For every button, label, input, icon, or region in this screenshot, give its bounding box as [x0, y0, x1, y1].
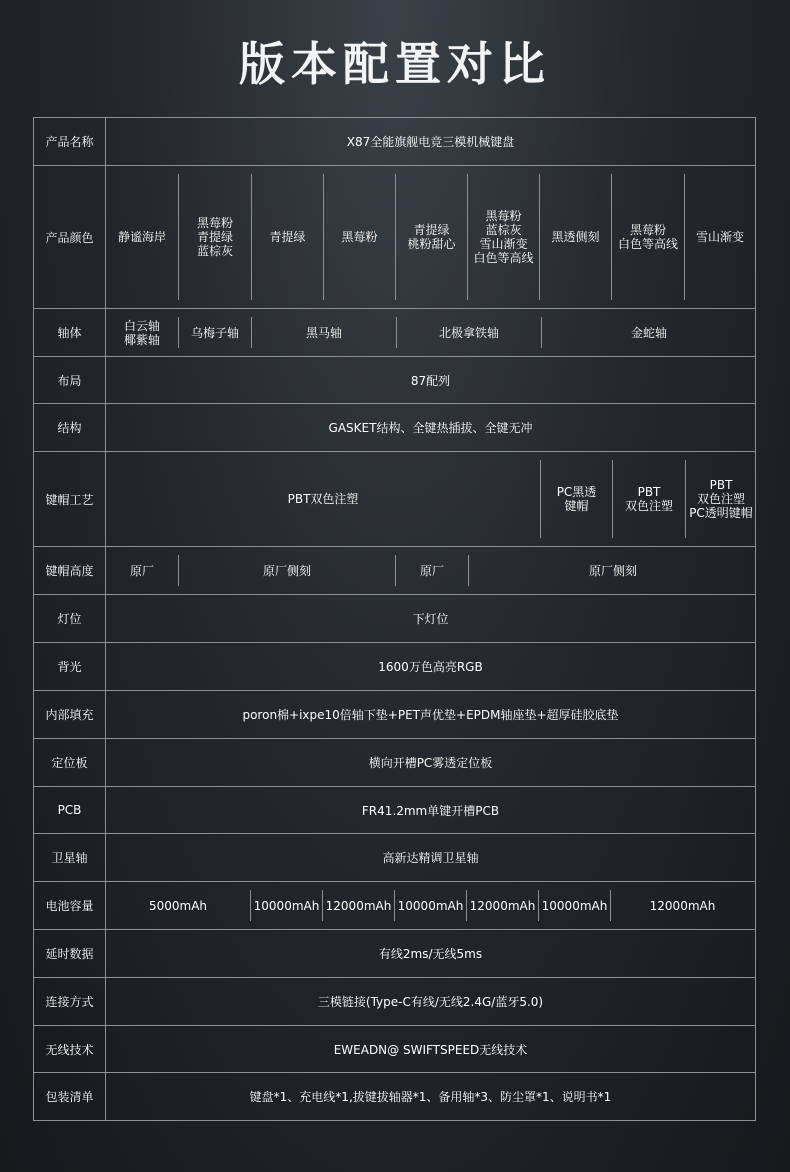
color-cell: 黑莓粉 蓝棕灰 雪山渐变 白色等高线 [473, 209, 534, 265]
row-wireless [34, 1026, 755, 1073]
color-cell: 黑莓粉 [341, 230, 378, 244]
row-battery [34, 882, 755, 930]
switch-cell: 北极拿铁轴 [438, 325, 499, 340]
battery-cell: 5000mAh [148, 898, 208, 913]
row-value: 键盘*1、充电线*1,拔键拔轴器*1、备用轴*3、防尘罩*1、说明书*1 [249, 1090, 612, 1104]
row-label: 定位板 [34, 739, 106, 786]
row-value: FR41.2mm单键开槽PCB [361, 803, 500, 818]
row-structure [34, 404, 755, 452]
color-cell: 黑莓粉 青提绿 蓝棕灰 [196, 216, 233, 258]
battery-cell: 12000mAh [469, 898, 536, 913]
keycap-height-cell: 原厂侧刻 [262, 563, 311, 578]
row-label: PCB [34, 787, 106, 833]
row-value: EWEADN@ SWIFTSPEED无线技术 [333, 1042, 528, 1057]
switch-cell: 乌梅子轴 [190, 325, 239, 340]
switch-cell: 白云轴 椰紫轴 [123, 318, 160, 347]
row-label: 连接方式 [34, 978, 106, 1025]
color-cell: 青提绿 [269, 230, 306, 244]
row-value: 横向开槽PC雾透定位板 [368, 756, 493, 770]
keycap-height-cell: 原厂 [419, 563, 444, 578]
row-label: 键帽高度 [34, 547, 106, 594]
row-value: GASKET结构、全键热插拔、全键无冲 [328, 421, 533, 435]
row-label: 延时数据 [34, 930, 106, 977]
row-label: 产品名称 [34, 118, 106, 165]
battery-cell: 10000mAh [253, 898, 320, 913]
switch-cell: 金蛇轴 [630, 325, 667, 340]
row-value: 有线2ms/无线5ms [378, 947, 483, 961]
row-label: 电池容量 [34, 882, 106, 929]
row-label: 键帽工艺 [34, 452, 106, 546]
row-keycap-height [34, 547, 755, 595]
battery-cell: 12000mAh [325, 898, 392, 913]
row-filling [34, 691, 755, 739]
switch-cell: 黑马轴 [305, 325, 342, 340]
row-label: 布局 [34, 357, 106, 403]
row-backlight [34, 643, 755, 691]
row-label: 内部填充 [34, 691, 106, 738]
row-label: 无线技术 [34, 1026, 106, 1072]
color-cell: 黑透侧刻 [551, 230, 600, 244]
row-label: 背光 [34, 643, 106, 690]
row-product-name [34, 118, 755, 166]
row-latency [34, 930, 755, 978]
row-value: 87配列 [410, 373, 451, 388]
color-cell: 雪山渐变 [695, 230, 744, 244]
row-value: 下灯位 [412, 612, 449, 626]
color-cell: 青提绿 桃粉甜心 [407, 223, 456, 251]
page-title: 版本配置对比 [239, 37, 551, 91]
keycap-height-cell: 原厂 [129, 563, 154, 578]
row-pcb [34, 787, 755, 834]
battery-cell: 10000mAh [541, 898, 608, 913]
row-value: 1600万色高亮RGB [378, 660, 483, 674]
keycap-craft-cell: PBT双色注塑 [287, 492, 359, 506]
row-value: X87全能旗舰电竞三模机械键盘 [346, 135, 515, 149]
row-label: 结构 [34, 404, 106, 451]
row-label: 轴体 [34, 309, 106, 356]
battery-cell: 12000mAh [649, 898, 716, 913]
color-cell: 黑莓粉 白色等高线 [617, 223, 678, 251]
color-cell: 静谧海岸 [117, 230, 166, 244]
battery-cell: 10000mAh [397, 898, 464, 913]
row-label: 产品颜色 [34, 166, 106, 308]
keycap-craft-cell: PBT 双色注塑 PC透明键帽 [689, 478, 753, 520]
keycap-height-cell: 原厂侧刻 [588, 563, 637, 578]
row-switch [34, 309, 755, 357]
row-layout [34, 357, 755, 404]
keycap-craft-cell: PC黑透 键帽 [556, 485, 597, 513]
comparison-table [33, 117, 756, 1121]
row-connection [34, 978, 755, 1026]
row-value: poron棉+ixpe10倍轴下垫+PET声优垫+EPDM轴座垫+超厚硅胶底垫 [242, 708, 619, 722]
row-package [34, 1073, 755, 1120]
row-keycap-craft [34, 452, 755, 547]
keycap-craft-cell: PBT 双色注塑 [624, 485, 673, 513]
row-light [34, 595, 755, 643]
row-label: 灯位 [34, 595, 106, 642]
row-value: 三模链接(Type-C有线/无线2.4G/蓝牙5.0) [317, 995, 544, 1009]
row-label: 卫星轴 [34, 834, 106, 881]
row-label: 包装清单 [34, 1073, 106, 1120]
row-product-color [34, 166, 755, 309]
row-plate [34, 739, 755, 787]
row-value: 高新达精调卫星轴 [382, 851, 479, 865]
row-stabilizer [34, 834, 755, 882]
